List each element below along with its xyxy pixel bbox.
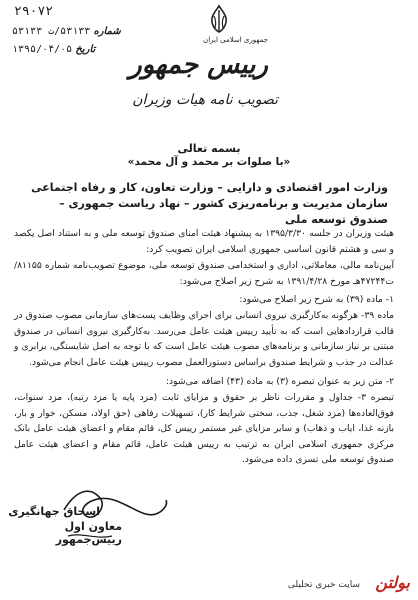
approval-subtitle: تصویب نامه هیات وزیران bbox=[132, 92, 278, 108]
date-value: ۱۳۹۵/۰۴/۰۵ bbox=[12, 44, 73, 55]
signer-name: اسحاق جهانگیری bbox=[8, 505, 100, 518]
republic-label: جمهوری اسلامی ایران bbox=[203, 36, 268, 44]
bismillah: بسمه تعالی bbox=[177, 142, 241, 155]
reference-label: شماره bbox=[93, 26, 121, 37]
paragraph-article-intro: ۱- ماده (۳۹) به شرح زیر اصلاح می‌شود: bbox=[239, 294, 394, 305]
addressee-line-1: وزارت امور اقتصادی و دارایی – وزارت تعاون، کار و رفاه اجتماعی bbox=[31, 181, 388, 194]
bultan-logo: بولتن bbox=[375, 573, 410, 592]
reference-value: ۵۳۱۳۳/ت ۵۳۱۳۳ bbox=[12, 26, 91, 37]
reference-row bbox=[12, 26, 121, 37]
addressee-line-2: سازمان مدیریت و برنامه‌ریزی کشور – نهاد ریاست جمهوری – صندوق توسعه ملی bbox=[59, 197, 388, 226]
date-row bbox=[12, 44, 95, 55]
paragraph-note-intro: ۲- متن زیر به عنوان تبصره (۳) به ماده (۴۳) اضافه می‌شود: bbox=[165, 376, 394, 387]
paragraph-regulation: آیین‌نامه مالی، معاملاتی، اداری و استخدامی صندوق توسعه ملی، موضوع تصویب‌نامه شماره ۸۱۱۵۵/ت۴۷۲۴۴هـ مورخ ۱۳۹۱/۴/۲۸ به شرح زیر اصلاح می‌شود: bbox=[14, 260, 394, 287]
document-number: ۲۹۰۷۲ bbox=[14, 4, 54, 19]
salawat: «با صلوات بر محمد و آل محمد» bbox=[127, 156, 291, 168]
signer-title: معاون اول رییس‌جمهور bbox=[55, 520, 122, 546]
paragraph-note-3: تبصره ۳- جداول و مقررات ناظر بر حقوق و مزایای ثابت (مزد پایه یا مزد رتبه)، مزد سنوات، فوق‌العاده‌ها (مزد شغل، جذب، سختی شرایط کار)، تسهیلات رفاهی (حق اولاد، مسکن، خوار و بار، بازنه غذا، ایاب و ذهاب) و سایر مزایای غیر مستمر رییس کل، قائم مقام و اعضای هیئت عامل بانک مرکزی جمهوری اسلامی ایران به ترتیب به رییس هیئت عامل، قائم مقام و اعضای هیئت عامل صندوق توسعه ملی تسری داده می‌شود. bbox=[14, 392, 394, 465]
paragraph-decision: هیئت وزیران در جلسه ۱۳۹۵/۳/۳۰ به پیشنهاد هیئت امنای صندوق توسعه ملی و به استناد اصل یکصد و سی و هشتم قانون اساسی جمهوری اسلامی ایران تصویب کرد: bbox=[14, 228, 394, 255]
iran-emblem-icon bbox=[205, 4, 233, 34]
site-tagline: سایت خبری تحلیلی bbox=[287, 580, 360, 590]
president-title: رییس جمهور bbox=[129, 50, 268, 80]
date-label: تاریخ bbox=[75, 44, 96, 55]
paragraph-article-39: ماده ۳۹- هرگونه به‌کارگیری نیروی انسانی برای اجرای وظایف پست‌های سازمانی مصوب صندوق در قالب قراردادهایی است که به تأیید رییس هیئت عامل می‌رسد. به‌کارگیری نیروی انسانی در صندوق مبتنی بر نیاز سازمانی و برنامه‌های مصوب هیئت عامل است که با توجه به اصل شایستگی، برابری و عدالت در جذب و شرایط صندوق براساس دستورالعمل مصوب رییس هیئت عامل انجام می‌شود. bbox=[14, 310, 394, 368]
